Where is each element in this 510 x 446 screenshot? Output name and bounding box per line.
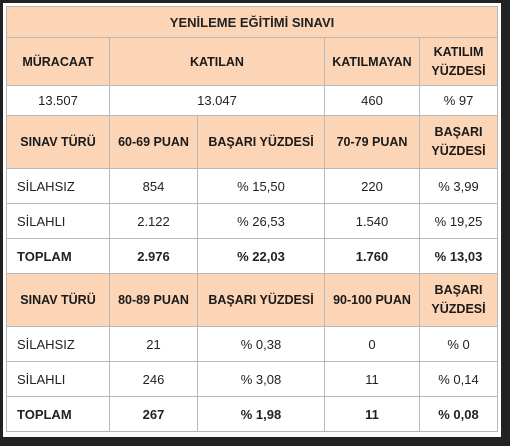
table-cell: % 15,50 — [198, 169, 325, 204]
total-row — [7, 239, 498, 274]
table-row — [7, 169, 498, 204]
table-cell: % 19,25 — [420, 204, 498, 239]
section2-header-success-rate-b: BAŞARI YÜZDESİ — [420, 274, 498, 327]
row-label: SİLAHSIZ — [7, 327, 110, 362]
table-cell: % 13,03 — [420, 239, 498, 274]
table-cell: % 3,08 — [198, 362, 325, 397]
summary-header-applications: MÜRACAAT — [7, 38, 110, 86]
row-label: SİLAHLI — [7, 362, 110, 397]
table-title: YENİLEME EĞİTİMİ SINAVI — [7, 7, 498, 38]
table-cell: 1.760 — [325, 239, 420, 274]
table-cell: % 3,99 — [420, 169, 498, 204]
summary-attendance-rate-value: % 97 — [420, 86, 498, 116]
title-row — [7, 7, 498, 38]
exam-results-table — [6, 6, 498, 432]
summary-header-row — [7, 38, 498, 86]
section2-header-success-rate-a: BAŞARI YÜZDESİ — [198, 274, 325, 327]
summary-applications-value: 13.507 — [7, 86, 110, 116]
table-cell: 11 — [325, 397, 420, 432]
table-cell: 220 — [325, 169, 420, 204]
table-cell: 0 — [325, 327, 420, 362]
table-cell: % 0,38 — [198, 327, 325, 362]
section1-header-score-range-a: 60-69 PUAN — [110, 116, 198, 169]
table-cell: % 0,14 — [420, 362, 498, 397]
row-label: TOPLAM — [7, 239, 110, 274]
section2-header-row — [7, 274, 498, 327]
table-cell: 854 — [110, 169, 198, 204]
section1-header-success-rate-b: BAŞARI YÜZDESİ — [420, 116, 498, 169]
table-row — [7, 362, 498, 397]
table-cell: 1.540 — [325, 204, 420, 239]
row-label: SİLAHLI — [7, 204, 110, 239]
table-cell: 246 — [110, 362, 198, 397]
table-cell: % 0,08 — [420, 397, 498, 432]
table-cell: 267 — [110, 397, 198, 432]
summary-attended-value: 13.047 — [110, 86, 325, 116]
row-label: TOPLAM — [7, 397, 110, 432]
summary-header-attendance-rate: KATILIM YÜZDESİ — [420, 38, 498, 86]
section1-header-exam-type: SINAV TÜRÜ — [7, 116, 110, 169]
table-cell: 21 — [110, 327, 198, 362]
section1-header-success-rate-a: BAŞARI YÜZDESİ — [198, 116, 325, 169]
table-cell: % 22,03 — [198, 239, 325, 274]
section2-header-exam-type: SINAV TÜRÜ — [7, 274, 110, 327]
table-row — [7, 204, 498, 239]
table-cell: 2.122 — [110, 204, 198, 239]
summary-header-attended: KATILAN — [110, 38, 325, 86]
section1-header-score-range-b: 70-79 PUAN — [325, 116, 420, 169]
table-cell: 11 — [325, 362, 420, 397]
table-cell: % 26,53 — [198, 204, 325, 239]
total-row — [7, 397, 498, 432]
summary-absent-value: 460 — [325, 86, 420, 116]
table-cell: 2.976 — [110, 239, 198, 274]
section2-header-score-range-a: 80-89 PUAN — [110, 274, 198, 327]
section2-header-score-range-b: 90-100 PUAN — [325, 274, 420, 327]
row-label: SİLAHSIZ — [7, 169, 110, 204]
summary-header-absent: KATILMAYAN — [325, 38, 420, 86]
section1-header-row — [7, 116, 498, 169]
table-row — [7, 327, 498, 362]
document-area — [3, 3, 501, 437]
table-cell: % 1,98 — [198, 397, 325, 432]
table-cell: % 0 — [420, 327, 498, 362]
summary-values-row — [7, 86, 498, 116]
